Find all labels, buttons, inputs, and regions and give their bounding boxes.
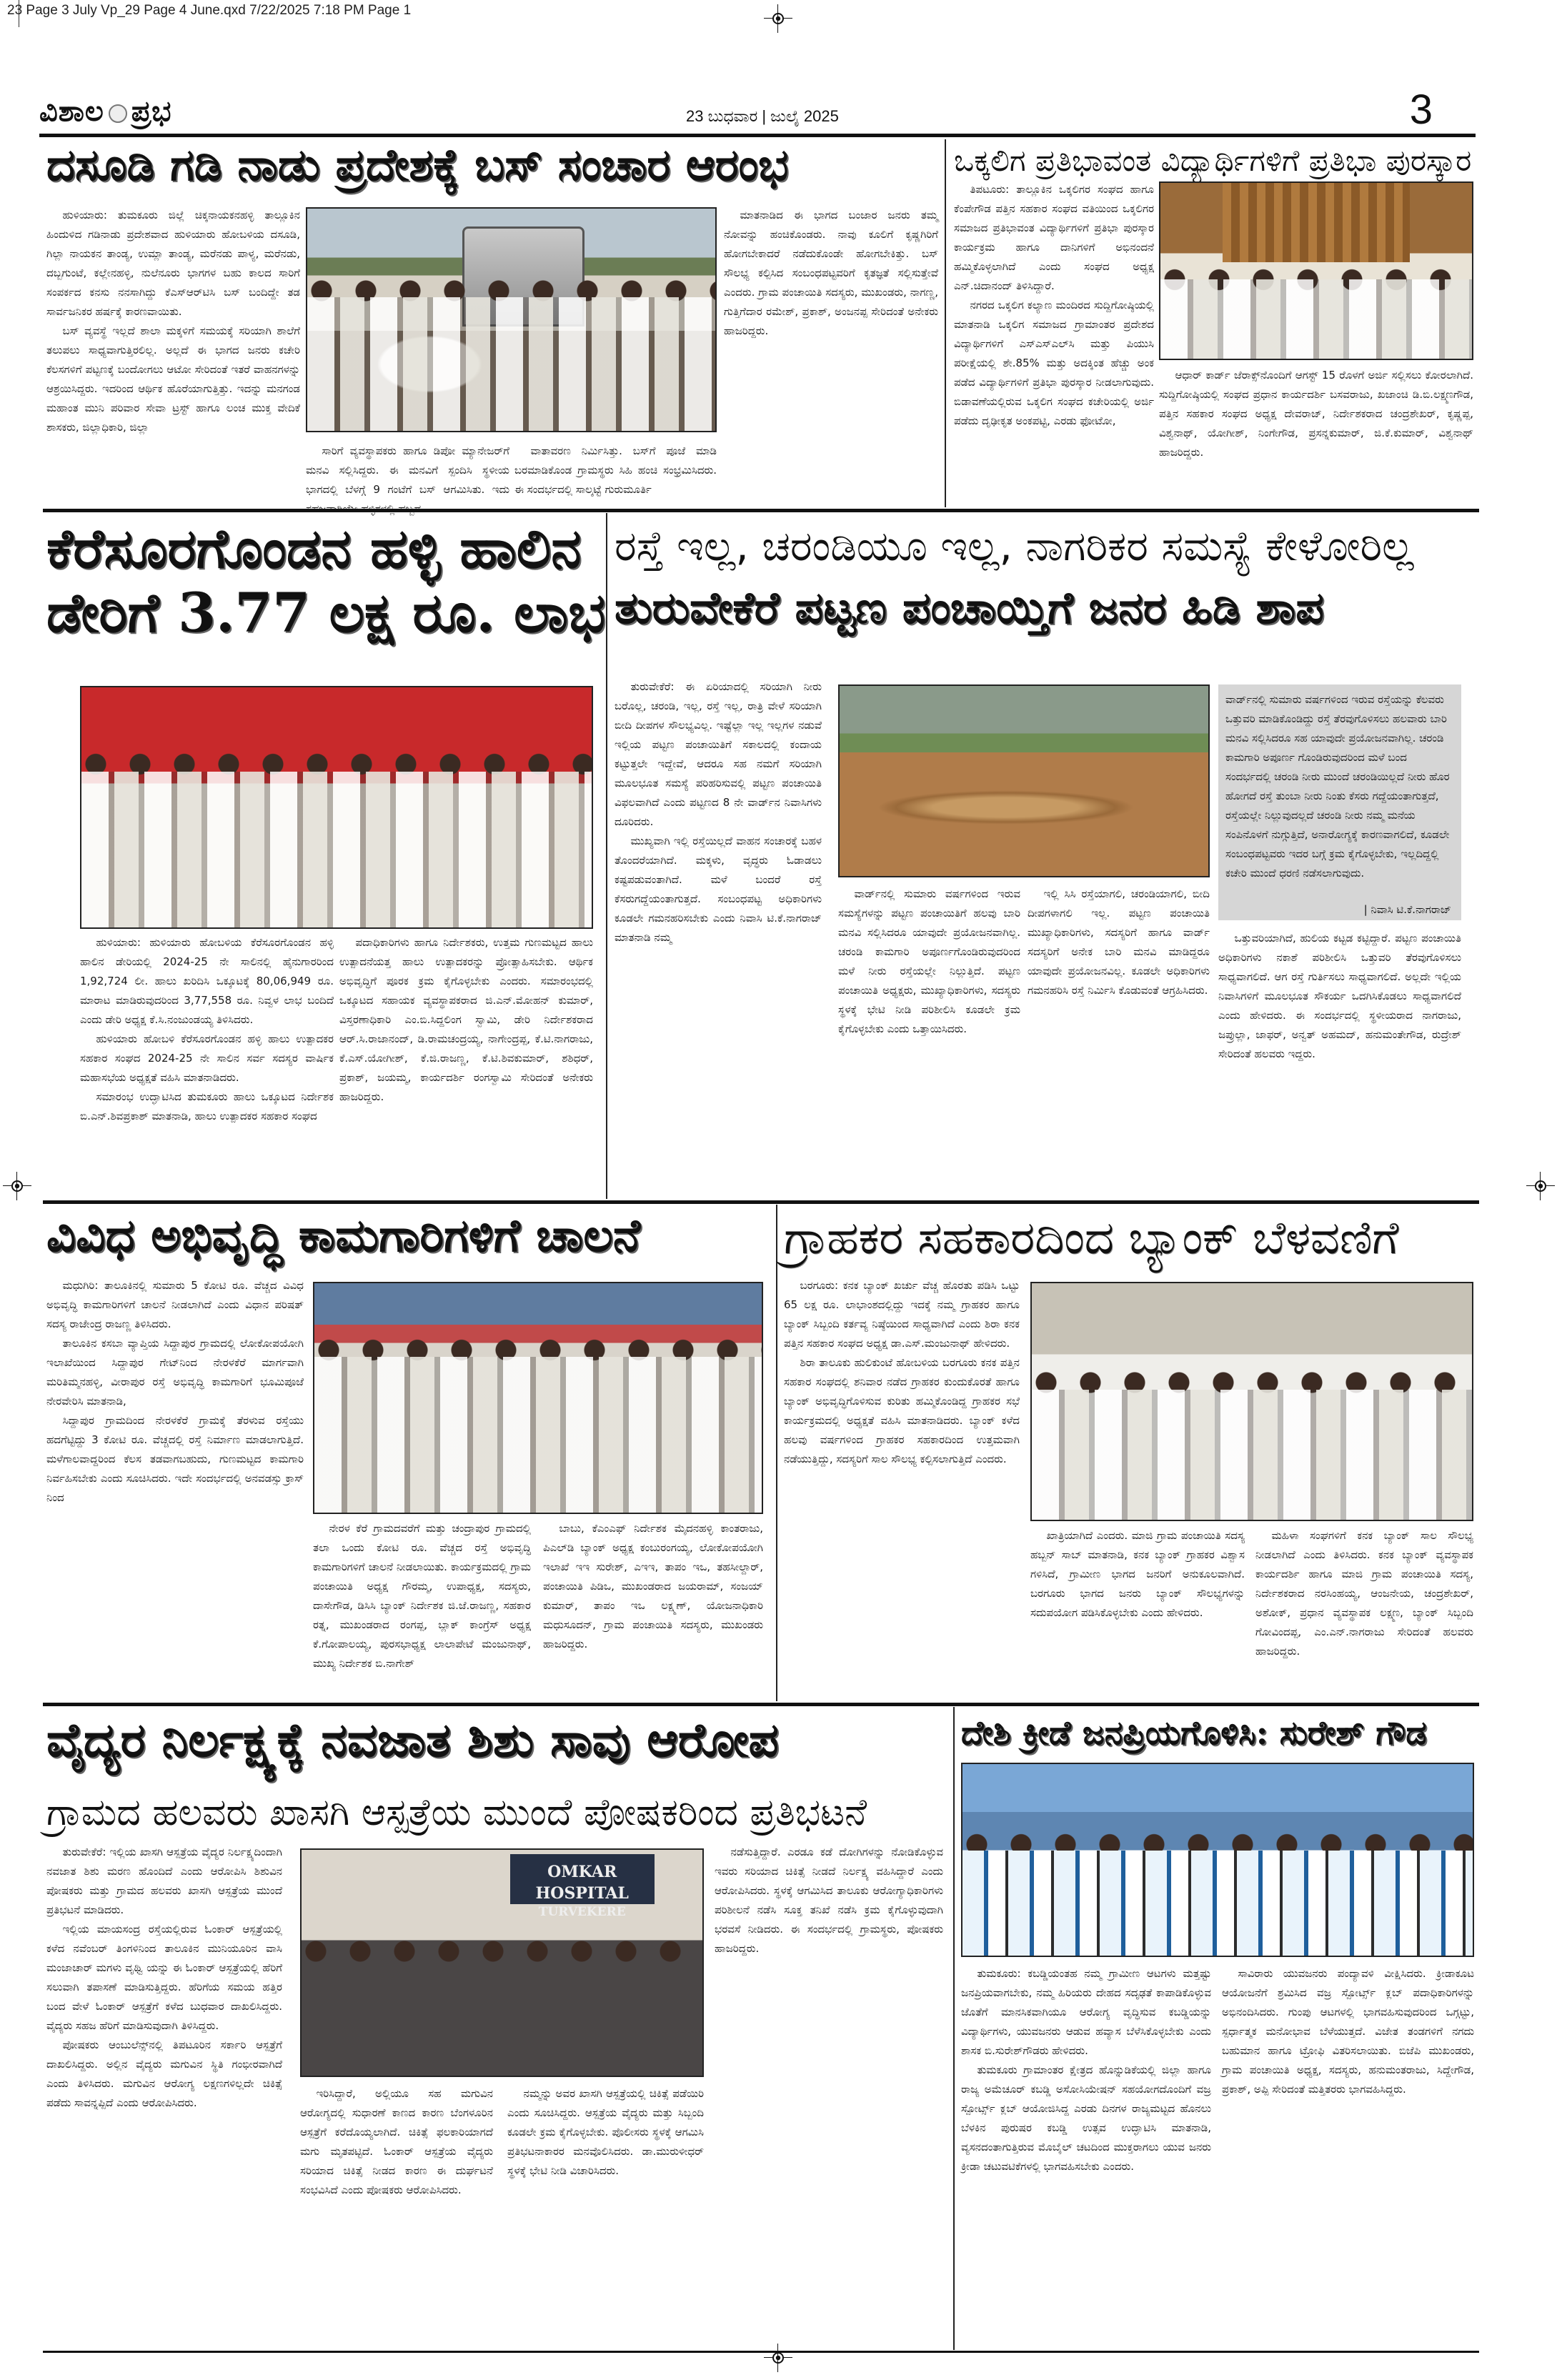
paragraph: ತುಮಕೂರು: ಕಬಡ್ಡಿಯಂತಹ ನಮ್ಮ ಗ್ರಾಮೀಣ ಆಟಗಳು ಮತ್ತಷ್ಟು ಜನಪ್ರಿಯವಾಗಬೇಕು, ನಮ್ಮ ಹಿರಿಯರು ದೇಹದ ಸದೃಢತೆ ಕಾಪಾಡಿಕೊಳ್ಳುವ ಜೊತೆಗೆ ಮಾನಸಿಕವಾಗಿಯೂ ಆರೋಗ್ಯ ವೃದ್ಧಿಸುವ ಕಬಡ್ಡಿಯನ್ನು ವಿದ್ಯಾರ್ಥಿಗಳು, ಯುವಜನರು ಆಡುವ ಹವ್ಯಾಸ ಬೆಳೆಸಿಕೊಳ್ಳಬೇಕು ಎಂದು ಶಾಸಕ ಬಿ.ಸುರೇಶ್‌ಗೌಡರು ಹೇಳಿದರು. bbox=[961, 1967, 1211, 2057]
logo-right: ಪ್ರಭ bbox=[131, 94, 172, 128]
article-column bbox=[313, 1519, 531, 1701]
paragraph: ಸಮಾರಂಭ ಉದ್ಘಾಟಿಸಿದ ತುಮಕೂರು ಹಾಲು ಒಕ್ಕೂಟದ ನಿರ್ದೇಶಕ ಬಿ.ಎನ್.ಶಿವಪ್ರಕಾಶ್ ಮಾತನಾಡಿ, ಹಾಲು ಉತ್ಪಾದಕರ ಸಹಕಾರ ಸಂಘದ bbox=[80, 1090, 334, 1122]
article-column bbox=[1028, 885, 1210, 1199]
article-column bbox=[46, 1843, 282, 2350]
lotus-emblem-icon bbox=[109, 104, 127, 123]
article-column bbox=[838, 885, 1020, 1199]
headline-line-1: ರಸ್ತೆ ಇಲ್ಲ, ಚರಂಡಿಯೂ ಇಲ್ಲ, ನಾಗರಿಕರ ಸಮಸ್ಯೆ ಕೇಳೋರಿಲ್ಲ bbox=[615, 522, 1414, 570]
paragraph: ಬಾಬು, ಕೆಎಂಎಫ್ ನಿರ್ದೇಶಕ ಮೈದನಹಳ್ಳಿ ಕಾಂತರಾಜು, ಪಿಎಲ್‌ಡಿ ಬ್ಯಾಂಕ್ ಅಧ್ಯಕ್ಷ ಕಂಬುರಂಗಯ್ಯ, ಲೋಕೋಪಯೋಗಿ ಇಲಾಖೆ ಇಇ ಸುರೇಶ್, ಎಇಇ, ತಾಪಂ ಇಒ, ತಹಸೀಲ್ದಾರ್, ಪಂಚಾಯಿತಿ ಪಿಡಿಒ, ಮುಖಂಡರಾದ ಜಯರಾಮ್, ಸಂಜಯ್ ಕುಮಾರ್, ತಾಪಂ ಇಒ ಲಕ್ಷ್ಮಣ್, ಯೋಜನಾಧಿಕಾರಿ ಮಧುಸೂದನ್, ಗ್ರಾಮ ಪಂಚಾಯಿತಿ ಸದಸ್ಯರು, ಮುಖಂಡರು ಹಾಜರಿದ್ದರು. bbox=[543, 1522, 763, 1650]
protesters-heads bbox=[302, 1936, 702, 1967]
paragraph: ಇಲ್ಲಿಯ ಮಾಯಸಂದ್ರ ರಸ್ತೆಯಲ್ಲಿರುವ ಓಂಕಾರ್ ಆಸ್ಪತ್ರೆಯಲ್ಲಿ ಕಳೆದ ನವೆಂಬರ್ ತಿಂಗಳಿನಿಂದ ತಾಲೂಕಿನ ಮುನಿಯೂರಿನ ವಾಸಿ ಮಂಜಾಚಾರ್ ಮಗಳು ವೃಥ್ವಿ ಯನ್ನು ಈ ಓಂಕಾರ್ ಆಸ್ಪತ್ರೆಯಲ್ಲಿ ಹೆರಿಗೆ ಸಲುವಾಗಿ ತಪಾಸಣೆ ಮಾಡಿಸುತ್ತಿದ್ದರು. ಹೆರಿಗೆಯ ಸಮಯ ಹತ್ತಿರ ಬಂದ ವೇಳೆ ಓಂಕಾರ್ ಆಸ್ಪತ್ರೆಗೆ ಕಳೆದ ಬುಧವಾರ ದಾಖಲಿಸಿದ್ದರು. ವೈದ್ಯರು ಸಹಜ ಹೆರಿಗೆ ಮಾಡಿಸುವುದಾಗಿ ತಿಳಿಸಿದ್ದರು. bbox=[46, 1923, 282, 2032]
article-column bbox=[507, 2084, 704, 2350]
article-development-works bbox=[43, 1205, 772, 1701]
article-newborn-death bbox=[43, 1707, 950, 2350]
subheadline: ಗ್ರಾಮದ ಹಲವರು ಖಾಸಗಿ ಆಸ್ಪತ್ರೆಯ ಮುಂದೆ ಪೋಷಕರಿಂದ ಪ್ರತಿಭಟನೆ bbox=[46, 1791, 867, 1834]
paragraph: ವಾತಾವರಣ ನಿರ್ಮಿಸಿತ್ತು. ಬಸ್‌ಗೆ ಪೂಜೆ ಮಾಡಿ ಬರಮಾಡಿಕೊಂಡ ಗ್ರಾಮಸ್ಥರು ಸಿಹಿ ಹಂಚಿ ಸಂಭ್ರಮಿಸಿದರು. ಈ ಸಂದರ್ಭದಲ್ಲಿ ಸಾಲ್ಕಟ್ಟೆ ಗುರುಮೂರ್ತಿ bbox=[514, 444, 717, 496]
newspaper-logo bbox=[39, 94, 172, 128]
logo-left: ವಿಶಾಲ bbox=[39, 94, 104, 128]
crowd bbox=[307, 297, 715, 431]
paragraph: ಬರಗೂರು: ಕನಕ ಬ್ಯಾಂಕ್ ಖರ್ಚು ವೆಚ್ಚ ಹೊರತು ಪಡಿಸಿ ಒಟ್ಟು 65 ಲಕ್ಷ ರೂ. ಲಾಭಾಂಶದಲ್ಲಿದ್ದು ಇದಕ್ಕೆ ನಮ್ಮ ಗ್ರಾಹಕರ ಹಾಗೂ ಬ್ಯಾಂಕ್ ಸಿಬ್ಬಂದಿ ಕರ್ತವ್ಯ ನಿಷ್ಠೆಯಿಂದ ಸಾಧ್ಯವಾಗಿದೆ ಎಂದು ಶಿರಾ ಕನಕ ಪತ್ತಿನ ಸಹಕಾರ ಸಂಘದ ಅಧ್ಯಕ್ಷ ಡಾ.ಎಸ್.ಮಂಜುನಾಥ್ ಹೇಳಿದರು. bbox=[784, 1279, 1020, 1350]
article-column bbox=[715, 1843, 943, 2350]
hospital-protest-photo bbox=[300, 1848, 704, 2077]
section-rule bbox=[43, 1703, 1479, 1706]
quote-text: ವಾರ್ಡ್‌ನಲ್ಲಿ ಸುಮಾರು ವರ್ಷಗಳಿಂದ ಇರುವ ರಸ್ತೆಯನ್ನು ಕೆಲವರು ಒತ್ತುವರಿ ಮಾಡಿಕೊಂಡಿದ್ದು ರಸ್ತೆ ತೆರವುಗೊಳಿಸಲು ಹಲವಾರು ಬಾರಿ ಮನವಿ ಸಲ್ಲಿಸಿದರೂ ಸಹ ಯಾವುದೇ ಪ್ರಯೋಜನವಾಗಿಲ್ಲ. ಚರಂಡಿ ಕಾಮಗಾರಿ ಅಪೂರ್ಣ ಗೊಂಡಿರುವುದರಿಂದ ಮಳೆ ಬಂದ ಸಂದರ್ಭದಲ್ಲಿ ಚರಂಡಿ ನೀರು ಮುಂದೆ ಚರಂಡಿಯಿಲ್ಲದೆ ನೀರು ಹೊರ ಹೋಗದೆ ರಸ್ತೆ ತುಂಬಾ ನೀರು ನಿಂತು ಕೆಸರು ಗದ್ದೆಯಂತಾಗುತ್ತದೆ, ರಸ್ತೆಯಲ್ಲೇ ನಿಲ್ಲುವುದಲ್ಲದೆ ಚರಂಡಿ ನೀರು ನಮ್ಮ ಮನೆಯ ಸಂಪಿನೊಳಗೆ ನುಗ್ಗುತ್ತಿದೆ, ಅನಾರೋಗ್ಯಕ್ಕೆ ಕಾರಣವಾಗಲಿದೆ, ಕೂಡಲೇ ಸಂಬಂಧಪಟ್ಟವರು ಇದರ ಬಗ್ಗೆ ಕ್ರಮ ಕೈಗೊಳ್ಳಬೇಕು, ಇಲ್ಲದಿದ್ದಲ್ಲಿ ಕಚೇರಿ ಮುಂದೆ ಧರಣಿ ನಡೆಸಲಾಗುವುದು. bbox=[1225, 693, 1450, 880]
attendees bbox=[1160, 279, 1472, 359]
article-column bbox=[954, 180, 1154, 507]
stage-backdrop bbox=[1223, 183, 1410, 262]
hospital-sign-name: OMKAR HOSPITAL bbox=[535, 1863, 629, 1903]
column-divider bbox=[953, 1707, 955, 2350]
headline-line-2: ತುರುವೇಕೆರೆ ಪಟ್ಟಣ ಪಂಚಾಯ್ತಿಗೆ ಜನರ ಹಿಡಿ ಶಾಪ bbox=[615, 582, 1324, 634]
headline-line-1: ಕೆರೆಸೂರಗೊಂಡನ ಹಳ್ಳಿ ಹಾಲಿನ bbox=[46, 517, 582, 580]
people bbox=[314, 1357, 762, 1513]
paragraph: ನಗರದ ಒಕ್ಕಲಿಗ ಕಲ್ಯಾಣ ಮಂದಿರದ ಸುದ್ದಿಗೋಷ್ಠಿಯಲ್ಲಿ ಮಾತನಾಡಿ ಒಕ್ಕಲಿಗ ಸಮಾಜದ ಗ್ರಾಮಾಂತರ ಪ್ರದೇಶದ ವಿದ್ಯಾರ್ಥಿಗಳಿಗೆ ಎಸ್ಎಸ್ಎಲ್‌ಸಿ ಮತ್ತು ಪಿಯುಸಿ ಪರೀಕ್ಷೆಯಲ್ಲಿ ಶೇ.85% ಮತ್ತು ಅದಕ್ಕಿಂತ ಹೆಚ್ಚು ಅಂಕ ಪಡೆದ ವಿದ್ಯಾರ್ಥಿಗಳಿಗೆ ಪ್ರತಿಭಾ ಪುರಸ್ಕಾರ ನೀಡಲಾಗುವುದು. ಬಿಡಾವಣೆಯಲ್ಲಿರುವ ಒಕ್ಕಲಿಗ ಸಂಘದ ಕಚೇರಿಯಲ್ಲಿ ಅರ್ಜಿ ಪಡೆದು ದೃಢೀಕೃತ ಅಂಕಪಟ್ಟಿ, ಎರಡು ಫೋಟೋ, bbox=[954, 299, 1154, 427]
headline-line-2: ಡೇರಿಗೆ 3.77 ಲಕ್ಷ ರೂ. ಲಾಭ bbox=[46, 581, 606, 644]
hospital-sign-town: TURVEKERE bbox=[538, 1905, 626, 1920]
masthead bbox=[39, 86, 1476, 136]
article-column bbox=[300, 2084, 493, 2350]
article-column bbox=[80, 933, 334, 1199]
article-column bbox=[1255, 1526, 1473, 1701]
paragraph: ನಡೆಸುತ್ತಿದ್ದಾರೆ. ಎರಡೂ ಕಡೆ ದೋಗಿಗಳನ್ನು ನೋಡಿಕೊಳ್ಳುವ ಇವರು ಸರಿಯಾದ ಚಿಕಿತ್ಸೆ ನೀಡದೆ ನಿರ್ಲಕ್ಷ್ಯ ವಹಿಸಿದ್ದಾರೆ ಎಂದು ಆರೋಪಿಸಿದರು. ಸ್ಥಳಕ್ಕೆ ಆಗಮಿಸಿದ ತಾಲೂಕು ಆರೋಗ್ಯಾಧಿಕಾರಿಗಳು ಪರಿಶೀಲನೆ ನಡೆಸಿ ಸೂಕ್ತ ತನಿಖೆ ನಡೆಸಿ ಕ್ರಮ ಕೈಗೊಳ್ಳುವುದಾಗಿ ಭರವಸೆ ನೀಡಿದರು. ಈ ಸಂದರ್ಭದಲ್ಲಿ ಗ್ರಾಮಸ್ಥರು, ಪೋಷಕರು ಹಾಜರಿದ್ದರು. bbox=[715, 1846, 943, 1955]
award-meeting-photo bbox=[1159, 181, 1473, 360]
paragraph: ತುರುವೇಕೆರೆ: ಇಲ್ಲಿಯ ಖಾಸಗಿ ಆಸ್ಪತ್ರೆಯ ವೈದ್ಯರ ನಿರ್ಲಕ್ಷ್ಯದಿಂದಾಗಿ ನವಜಾತ ಶಿಶು ಮರಣ ಹೊಂದಿದೆ ಎಂದು ಆರೋಪಿಸಿ ಶಿಶುವಿನ ಪೋಷಕರು ಮತ್ತು ಗ್ರಾಮದ ಹಲವರು ಖಾಸಗಿ ಆಸ್ಪತ್ರೆಯ ಮುಂದೆ ಪ್ರತಿಭಟನೆ ಮಾಡಿದರು. bbox=[46, 1846, 282, 1916]
article-column bbox=[46, 206, 300, 507]
paragraph: ತುಮಕೂರು ಗ್ರಾಮಾಂತರ ಕ್ಷೇತ್ರದ ಹೊನ್ನುಡಿಕೆಯಲ್ಲಿ ಜಿಲ್ಲಾ ಹಾಗೂ ರಾಜ್ಯ ಅಮೆಚೂರ್ ಕಬಡ್ಡಿ ಅಸೋಸಿಯೇಷನ್ ಸಹಯೋಗದೊಂದಿಗೆ ವಜ್ರ ಸ್ಪೋರ್ಟ್ಸ್ ಕ್ಲಬ್ ಆಯೋಜಿಸಿದ್ದ ಎರಡು ದಿನಗಳ ರಾಜ್ಯಮಟ್ಟದ ಹೊನಲು ಬೆಳಕಿನ ಪುರುಷರ ಕಬಡ್ಡಿ ಉತ್ಸವ ಉದ್ಘಾಟಿಸಿ ಮಾತನಾಡಿ, ವ್ಯಸನದಂತಾಗುತ್ತಿರುವ ಮೊಬೈಲ್ ಚಟದಿಂದ ಮುಕ್ತರಾಗಲು ಯುವ ಜನರು ಕ್ರೀಡಾ ಚಟುವಟಿಕೆಗಳಲ್ಲಿ ಭಾಗವಹಿಸಬೇಕು ಎಂದರು. bbox=[961, 2063, 1211, 2173]
page-bottom-rule bbox=[43, 2351, 1479, 2353]
paragraph: ಒತ್ತುವರಿಯಾಗಿದೆ, ಹುಲಿಯ ಕಟ್ಟಡ ಕಟ್ಟಿದ್ದಾರೆ. ಪಟ್ಟಣ ಪಂಚಾಯಿತಿ ಅಧಿಕಾರಿಗಳು ನಕಾಶೆ ಪರಿಶೀಲಿಸಿ ಒತ್ತುವರಿ ತೆರವುಗೊಳಿಸಲು ಸಾಧ್ಯವಾಗಲಿದೆ. ಆಗ ರಸ್ತೆ ಗುರ್ತಿಸಲು ಸಾಧ್ಯವಾಗಲಿದೆ. ಅಲ್ಲದೇ ಇಲ್ಲಿಯ ನಿವಾಸಿಗಳಿಗೆ ಮೂಲಭೂತ ಸೌಕರ್ಯ ಒದಗಿಸಿಕೊಡಲು ಸಾಧ್ಯವಾಗಲಿದೆ ಎಂದು ಹೇಳಿದರು. ಈ ಸಂದರ್ಭದಲ್ಲಿ ಸ್ಥಳೀಯರಾದ ನಾಗರಾಜು, ಜಪ್ರುಲ್ಲಾ, ಜಾಫರ್, ಅನ್ವತ್ ಅಹಮದ್, ಹನುಮಂತೇಗೌಡ, ರುದ್ರೇಶ್ ಸೇರಿದಂತೆ ಹಲವರು ಇದ್ದರು. bbox=[1218, 932, 1461, 1060]
paragraph: ಮಧುಗಿರಿ: ತಾಲೂಕಿನಲ್ಲಿ ಸುಮಾರು 5 ಕೋಟಿ ರೂ. ವೆಚ್ಚದ ವಿವಿಧ ಅಭಿವೃದ್ಧಿ ಕಾಮಗಾರಿಗಳಿಗೆ ಚಾಲನೆ ನೀಡಲಾಗಿದೆ ಎಂದು ವಿಧಾನ ಪರಿಷತ್ ಸದಸ್ಯ ರಾಜೇಂದ್ರ ರಾಜಣ್ಣ ತಿಳಿಸಿದರು. bbox=[46, 1279, 304, 1330]
article-column bbox=[1030, 1526, 1245, 1701]
article-road-problems bbox=[611, 513, 1479, 1199]
paragraph: ಖಾತ್ರಿಯಾಗಿದೆ ಎಂದರು. ಮಾಜಿ ಗ್ರಾಮ ಪಂಚಾಯಿತಿ ಸದಸ್ಯ ಹಬ್ಬನ್ ಸಾಬ್ ಮಾತನಾಡಿ, ಕನಕ ಬ್ಯಾಂಕ್ ಗ್ರಾಹಕರ ವಿಶ್ವಾಸ ಗಳಿಸಿದೆ, ಗ್ರಾಮೀಣ ಭಾಗದ ಜನರಿಗೆ ಅನುಕೂಲವಾಗಿದೆ. ಬರಗೂರು ಭಾಗದ ಜನರು ಬ್ಯಾಂಕ್ ಸೌಲಭ್ಯಗಳನ್ನು ಸದುಪಯೋಗ ಪಡಿಸಿಕೊಳ್ಳಬೇಕು ಎಂದು ಹೇಳಿದರು. bbox=[1030, 1529, 1245, 1619]
page-number: 3 bbox=[1409, 86, 1433, 133]
article-dairy-profit bbox=[43, 513, 606, 1199]
headline: ವಿವಿಧ ಅಭಿವೃದ್ಧಿ ಕಾಮಗಾರಿಗಳಿಗೆ ಚಾಲನೆ bbox=[46, 1209, 641, 1263]
paragraph: ನಮ್ಮನ್ನು ಅವರ ಖಾಸಗಿ ಆಸ್ಪತ್ರೆಯಲ್ಲಿ ಚಿಕಿತ್ಸೆ ಪಡೆಯಿರಿ ಎಂದು ಸೂಚಿಸಿದ್ದರು. ಆಸ್ಪತ್ರೆಯ ವೈದ್ಯರು ಮತ್ತು ಸಿಬ್ಬಂದಿ ಕೂಡಲೇ ಕ್ರಮ ಕೈಗೊಳ್ಳಬೇಕು. ಪೊಲೀಸರು ಸ್ಥಳಕ್ಕೆ ಆಗಮಿಸಿ ಪ್ರತಿಭಟನಾಕಾರರ ಮನವೊಲಿಸಿದರು. ಡಾ.ಮುರುಳೀಧರ್ ಸ್ಥಳಕ್ಕೆ ಭೇಟಿ ನೀಡಿ ವಿಚಾರಿಸಿದರು. bbox=[507, 2087, 704, 2177]
people bbox=[81, 772, 592, 927]
paragraph: ತಾಲೂಕಿನ ಕಸಬಾ ವ್ಯಾಪ್ತಿಯ ಸಿದ್ದಾಪುರ ಗ್ರಾಮದಲ್ಲಿ ಲೋಕೋಪಯೋಗಿ ಇಲಾಖೆಯಿಂದ ಸಿದ್ದಾಪುರ ಗೇಟ್‌ನಿಂದ ನೇರಳಕೆರೆ ಮಾರ್ಗವಾಗಿ ಮರಿತಿಮ್ಮನಹಳ್ಳಿ, ವೀರಾಪುರ ರಸ್ತೆ ಅಭಿವೃದ್ಧಿ ಕಾಮಗಾರಿಗೆ ಭೂಮಿಪೂಜೆ ನೇರವೇರಿಸಿ ಮಾತನಾಡಿ, bbox=[46, 1337, 304, 1408]
slug-line: 23 Page 3 July Vp_29 Page 4 June.qxd 7/22/2025 7:18 PM Page 1 bbox=[7, 3, 412, 18]
quote-byline: | ನಿವಾಸಿ ಟಿ.ಕೆ.ನಾಗರಾಜ್ bbox=[1363, 903, 1451, 916]
people bbox=[1032, 1390, 1472, 1520]
column-divider bbox=[945, 139, 946, 507]
section-rule bbox=[43, 1200, 1479, 1204]
paragraph: ತಿಪಟೂರು: ತಾಲ್ಲೂಕಿನ ಒಕ್ಕಲಿಗರ ಸಂಘದ ಹಾಗೂ ಕೆಂಪೇಗೌಡ ಪತ್ತಿನ ಸಹಕಾರ ಸಂಘದ ವತಿಯಿಂದ ಒಕ್ಕಲಿಗರ ಸಮಾಜದ ಪ್ರತಿಭಾವಂತ ವಿದ್ಯಾರ್ಥಿಗಳಿಗೆ ಪ್ರತಿಭಾ ಪುರಸ್ಕಾರ ಕಾರ್ಯಕ್ರಮ ಹಾಗೂ ದಾನಿಗಳಿಗೆ ಅಭಿನಂದನೆ ಹಮ್ಮಿಕೊಳ್ಳಲಾಗಿದೆ ಎಂದು ಸಂಘದ ಅಧ್ಯಕ್ಷ ಎನ್.ಚಿದಾನಂದ್ ತಿಳಿಸಿದ್ದಾರೆ. bbox=[954, 183, 1154, 292]
hospital-sign bbox=[510, 1854, 655, 1920]
registration-mark-icon bbox=[3, 1172, 31, 1200]
article-kabaddi bbox=[957, 1707, 1479, 2350]
article-column bbox=[543, 1519, 763, 1701]
kabaddi-team-photo bbox=[961, 1763, 1474, 1957]
paragraph: ಮುಖ್ಯವಾಗಿ ಇಲ್ಲಿ ರಸ್ತೆಯಿಲ್ಲದೆ ವಾಹನ ಸಂಚಾರಕ್ಕೆ ಬಹಳ ತೊಂದರೆಯಾಗಿದೆ. ಮಕ್ಕಳು, ವೃದ್ಧರು ಓಡಾಡಲು ಕಷ್ಟಪಡುವಂತಾಗಿದೆ. ಮಳೆ ಬಂದರೆ ರಸ್ತೆ ಕೆಸರುಗದ್ದೆಯಂತಾಗುತ್ತದೆ. ಸಂಬಂಧಪಟ್ಟ ಅಧಿಕಾರಿಗಳು ಕೂಡಲೇ ಗಮನಹರಿಸಬೇಕು ಎಂದು ನಿವಾಸಿ ಟಿ.ಕೆ.ನಾಗರಾಜ್ ಮಾತನಾಡಿ ನಮ್ಮ bbox=[615, 835, 822, 944]
players bbox=[962, 1851, 1473, 1956]
resident-quote-box bbox=[1218, 684, 1461, 920]
registration-mark-icon bbox=[1526, 1172, 1555, 1200]
column-divider bbox=[606, 513, 607, 1199]
dairy-meeting-photo bbox=[80, 686, 593, 929]
article-column bbox=[724, 206, 938, 507]
bus-inauguration-photo bbox=[306, 207, 717, 432]
article-column bbox=[1159, 366, 1473, 507]
article-column bbox=[46, 1276, 304, 1701]
paragraph: ನೇರಳ ಕೆರೆ ಗ್ರಾಮದವರೆಗೆ ಮತ್ತು ಚಂದ್ರಾಪುರ ಗ್ರಾಮದಲ್ಲಿ ತಲಾ ಒಂದು ಕೋಟಿ ರೂ. ವೆಚ್ಚದ ರಸ್ತೆ ಅಭಿವೃದ್ಧಿ ಕಾಮಗಾರಿಗಳಿಗೆ ಚಾಲನೆ ನೀಡಲಾಯಿತು. ಕಾರ್ಯಕ್ರಮದಲ್ಲಿ ಗ್ರಾಮ ಪಂಚಾಯಿತಿ ಅಧ್ಯಕ್ಷ ಗೌರಮ್ಮ, ಉಪಾಧ್ಯಕ್ಷ, ಸದಸ್ಯರು, ದಾಸೇಗೌಡ, ಡಿಸಿಸಿ ಬ್ಯಾಂಕ್ ನಿರ್ದೇಶಕ ಜಿ.ಜೆ.ರಾಜಣ್ಣ, ಸಹಕಾರ ರತ್ನ, ಮುಖಂಡರಾದ ರಂಗಪ್ಪ, ಬ್ಲಾಕ್ ಕಾಂಗ್ರೆಸ್ ಅಧ್ಯಕ್ಷ ಕೆ.ಗೋಪಾಲಯ್ಯ, ಪುರಸಭಾಧ್ಯಕ್ಷ ಲಾಲಾಪೇಟೆ ಮಂಜುನಾಥ್, ಮುಖ್ಯ ನಿರ್ದೇಶಕ ಬಿ.ನಾಗೇಶ್ bbox=[313, 1522, 531, 1670]
article-bank-growth bbox=[780, 1205, 1479, 1701]
article-column bbox=[339, 933, 593, 1199]
column-divider bbox=[776, 1205, 777, 1701]
article-column bbox=[1218, 929, 1461, 1199]
article-okkaliga-award bbox=[950, 136, 1479, 507]
headline: ಒಕ್ಕಲಿಗ ಪ್ರತಿಭಾವಂತ ವಿದ್ಯಾರ್ಥಿಗಳಿಗೆ ಪ್ರತಿಭಾ ಪುರಸ್ಕಾರ bbox=[954, 143, 1472, 178]
paragraph: ಹುಳಿಯಾರು: ತುಮಕೂರು ಜಿಲ್ಲೆ ಚಿಕ್ಕನಾಯಕನಹಳ್ಳಿ ತಾಲ್ಲೂಕಿನ ಹಿಂದುಳಿದ ಗಡಿನಾಡು ಪ್ರದೇಶವಾದ ಹುಳಿಯಾರು ಹೋಬಳಿಯ ದಸೂಡಿ, ಗಿಲ್ಲಾ ನಾಯಕನ ತಾಂಡ್ಯ, ಉಮ್ಲಾ ತಾಂಡ್ಯ, ಮರೆನಡು ಪಾಳ್ಯ, ಮರೆನಡು, ದಬ್ಬಗುಂಟೆ, ಕಲ್ಲೇನಹಳ್ಳಿ, ನುಲೆನೂರು ಭಾಗಗಳ ಬಹು ಕಾಲದ ಸಾರಿಗೆ ಸಂಪರ್ಕದ ಕನಸು ನನಸಾಗಿದ್ದು ಕೆಎಸ್ಆರ್‌ಟಿಸಿ ಬಸ್ ಬಂದಿದ್ದೇ ತಡ ಸಾರ್ವಜನಿಕರ ಹರ್ಷಕ್ಕೆ ಕಾರಣವಾಯಿತು. bbox=[46, 209, 300, 318]
paragraph: ಪೋಷಕರು ಆಂಬುಲೆನ್ಸ್‌ನಲ್ಲಿ ತಿಪಟೂರಿನ ಸರ್ಕಾರಿ ಆಸ್ಪತ್ರೆಗೆ ದಾಖಲಿಸಿದ್ದರು. ಅಲ್ಲಿನ ವೈದ್ಯರು ಮಗುವಿನ ಸ್ಥಿತಿ ಗಂಭೀರವಾಗಿದೆ ಎಂದು ತಿಳಿಸಿದರು. ಮಗುವಿನ ಆರೋಗ್ಯ ಲಕ್ಷಣಗಳಿಲ್ಲದೇ ಚಿಕಿತ್ಸೆ ಪಡೆದು ಸಾವನ್ನಪ್ಪಿದೆ ಎಂದು ಆರೋಪಿಸಿದರು. bbox=[46, 2038, 282, 2109]
article-bus-service bbox=[43, 136, 943, 507]
headline: ದಸೂಡಿ ಗಡಿ ನಾಡು ಪ್ರದೇಶಕ್ಕೆ ಬಸ್ ಸಂಚಾರ ಆರಂಭ bbox=[46, 139, 789, 191]
headline: ಗ್ರಾಹಕರ ಸಹಕಾರದಿಂದ ಬ್ಯಾಂಕ್ ಬೆಳವಣಿಗೆ bbox=[784, 1212, 1399, 1265]
headline: ದೇಶಿ ಕ್ರೀಡೆ ಜನಪ್ರಿಯಗೊಳಿಸಿ: ಸುರೇಶ್ ಗೌಡ bbox=[961, 1713, 1427, 1752]
paragraph: ಬಸ್ ವ್ಯವಸ್ಥೆ ಇಲ್ಲದೆ ಶಾಲಾ ಮಕ್ಕಳಿಗೆ ಸಮಯಕ್ಕೆ ಸರಿಯಾಗಿ ಶಾಲೆಗೆ ತಲುಪಲು ಸಾಧ್ಯವಾಗುತ್ತಿರಲಿಲ್ಲ. ಅಲ್ಲದೆ ಈ ಭಾಗದ ಜನರು ಕಚೇರಿ ಕೆಲಸಗಳಿಗೆ ಪಟ್ಟಣಕ್ಕೆ ಬಂದೋಗಲು ಆಟೋ ಸೇರಿದಂತೆ ಇತರೆ ವಾಹನಗಳನ್ನು ಆಶ್ರಯಿಸಿದ್ದರು. ಇದರಿಂದ ಆರ್ಥಿಕ ಹೊರೆಯಾಗುತ್ತಿತ್ತು. ಇದನ್ನು ಮನಗಂಡ ಮಹಾಂತ ಮುನಿ ಪರಿವಾರ ಸೇವಾ ಟ್ರಸ್ಟ್ ಹಾಗೂ ಲಂಚ ಮುಕ್ತ ವೇದಿಕೆ ಶಾಸಕರು, ಜಿಲ್ಲಾಧಿಕಾರಿ, ಜಿಲ್ಲಾ bbox=[46, 324, 300, 434]
paragraph: ಶಿರಾ ತಾಲೂಕು ಹುಲಿಕುಂಟೆ ಹೋಬಳಿಯ ಬರಗೂರು ಕನಕ ಪತ್ತಿನ ಸಹಕಾರ ಸಂಘದಲ್ಲಿ ಶನಿವಾರ ನಡೆದ ಗ್ರಾಹಕರ ಕುಂದುಕೊರತೆ ಹಾಗೂ ಬ್ಯಾಂಕ್ ಅಭಿವೃದ್ಧಿಗೊಳಿಸುವ ಕುರಿತು ಹಮ್ಮಿಕೊಂಡಿದ್ದ ಗ್ರಾಹಕರ ಸಭೆ ಕಾರ್ಯಕ್ರಮದಲ್ಲಿ ಅಧ್ಯಕ್ಷತೆ ವಹಿಸಿ ಮಾತನಾಡಿದರು. ಬ್ಯಾಂಕ್ ಕಳೆದ ಹಲವು ವರ್ಷಗಳಿಂದ ಗ್ರಾಹಕರ ಸಹಕಾರದಿಂದ ಉತ್ತಮವಾಗಿ ನಡೆಯುತ್ತಿದ್ದು, ಸದಸ್ಯರಿಗೆ ಸಾಲ ಸೌಲಭ್ಯ ಕಲ್ಪಿಸಲಾಗುತ್ತಿದೆ ಎಂದರು. bbox=[784, 1356, 1020, 1465]
paragraph: ಸಾರಿಗೆ ವ್ಯವಸ್ಥಾಪಕರು ಹಾಗೂ ಡಿಪೋ ಮ್ಯಾನೇಜರ್‌ಗೆ ಮನವಿ ಸಲ್ಲಿಸಿದ್ದರು. ಈ ಮನವಿಗೆ ಸ್ಪಂದಿಸಿ ಸ್ಥಳೀಯ ಭಾಗದಲ್ಲಿ ಬೆಳಗ್ಗೆ 9 ಗಂಟೆಗೆ ಬಸ್ ಆಗಮಿಸಿತು. ಇದು bbox=[306, 444, 509, 496]
section-rule bbox=[43, 509, 1479, 512]
paragraph: ಸಿದ್ದಾಪುರ ಗ್ರಾಮದಿಂದ ನೇರಳಕೆರೆ ಗ್ರಾಮಕ್ಕೆ ತೆರಳುವ ರಸ್ತೆಯು ಹದಗೆಟ್ಟಿದ್ದು 3 ಕೋಟಿ ರೂ. ವೆಚ್ಚದಲ್ಲಿ ರಸ್ತೆ ನಿರ್ಮಾಣ ಮಾಡಲಾಗುತ್ತಿದೆ. ಮಳೆಗಾಲವಾದ್ದರಿಂದ ಕೆಲಸ ತಡವಾಗಬಹುದು, ಗುಣಮಟ್ಟದ ಕಾಮಗಾರಿ ನಿರ್ವಹಿಸಬೇಕು ಎಂದು ಸೂಚಿಸಿದರು. ಇದೇ ಸಂದರ್ಭದಲ್ಲಿ ಅನವಡಸ್ಸು ಕ್ರಾಸ್ ನಿಂದ bbox=[46, 1414, 304, 1504]
paragraph: ಹುಳಿಯಾರು: ಹುಳಿಯಾರು ಹೋಬಳಿಯ ಕೆರೆಸೂರಗೊಂಡನ ಹಳ್ಳಿ ಹಾಲಿನ ಡೇರಿಯಲ್ಲಿ 2024-25 ನೇ ಸಾಲಿನಲ್ಲಿ ಹೈನುಗಾರರಿಂದ 1,92,724 ಲೀ. ಹಾಲು ಖರಿದಿಸಿ ಒಕ್ಕೂಟಕ್ಕೆ 80,06,949 ರೂ. ಮಾರಾಟ ಮಾಡಿರುವುದರಿಂದ 3,77,558 ರೂ. ನಿವ್ವಳ ಲಾಭ ಬಂದಿದೆ ಎಂದು ಡೇರಿ ಅಧ್ಯಕ್ಷ ಕೆ.ಸಿ.ನಂಜುಂಡಯ್ಯ ತಿಳಿಸಿದರು. bbox=[80, 936, 334, 1026]
paragraph: ಇಲ್ಲಿ ಸಿಸಿ ರಸ್ತೆಯಾಗಲಿ, ಚರಂಡಿಯಾಗಲಿ, ಬೀದಿ ದೀಪಗಳಾಗಲಿ ಇಲ್ಲ. ಪಟ್ಟಣ ಪಂಚಾಯಿತಿ ಮುಖ್ಯಾಧಿಕಾರಿಗಳು, ಸದಸ್ಯರಿಗೆ ಹಾಗೂ ವಾರ್ಡ್ ಸದಸ್ಯರಿಗೆ ಅನೇಕ ಬಾರಿ ಮನವಿ ಮಾಡಿದ್ದರೂ ಯಾವುದೇ ಪ್ರಯೋಜನವಿಲ್ಲ. ಕೂಡಲೇ ಅಧಿಕಾರಿಗಳು ಗಮನಹರಿಸಿ ರಸ್ತೆ ನಿರ್ಮಿಸಿ ಕೊಡುವಂತೆ ಆಗ್ರಹಿಸಿದರು. bbox=[1028, 887, 1210, 997]
paragraph: ಪದಾಧಿಕಾರಿಗಳು ಹಾಗೂ ನಿರ್ದೇಶಕರು, ಉತ್ತಮ ಗುಣಮಟ್ಟದ ಹಾಲು ಉತ್ಪಾದನೆಯತ್ತ ಹಾಲು ಉತ್ಪಾದಕರನ್ನು ಪ್ರೋತ್ಸಾಹಿಸಬೇಕು. ಆರ್ಥಿಕ ಅಭಿವೃದ್ಧಿಗೆ ಪೂರಕ ಕ್ರಮ ಕೈಗೊಳ್ಳಬೇಕು ಎಂದರು. ಸಮಾರಂಭದಲ್ಲಿ ಒಕ್ಕೂಟದ ಸಹಾಯಕ ವ್ಯವಸ್ಥಾಪಕರಾದ ಜಿ.ಎನ್.ಮೋಹನ್ ಕುಮಾರ್, ವಿಸ್ತರಣಾಧಿಕಾರಿ ಎಂ.ಬಿ.ಸಿದ್ದಲಿಂಗ ಸ್ವಾಮಿ, ಡೇರಿ ನಿರ್ದೇಶಕರಾದ ಆರ್.ಸಿ.ರಾಜಾನಂದ್, ಡಿ.ರಾಮಚಂದ್ರಯ್ಯ, ನಾಗೇಂದ್ರಪ್ಪ, ಕೆ.ಟಿ.ನಾಗರಾಜು, ಕೆ.ಎಸ್.ಯೋಗೀಶ್, ಕೆ.ಜಿ.ರಾಜಣ್ಣ, ಕೆ.ಟಿ.ಶಿವಕುಮಾರ್, ಶಶಿಧರ್, ಪ್ರಕಾಶ್, ಜಯಮ್ಮ, ಕಾರ್ಯದರ್ಶಿ ರಂಗಸ್ವಾಮಿ ಸೇರಿದಂತೆ ಅನೇಕರು ಹಾಜರಿದ್ದರು. bbox=[339, 936, 593, 1103]
article-column bbox=[615, 677, 822, 1199]
paragraph: ಹುಳಿಯಾರು ಹೋಬಳಿ ಕೆರೆಸೂರಗೊಂಡನ ಹಳ್ಳಿ ಹಾಲು ಉತ್ಪಾದಕರ ಸಹಕಾರ ಸಂಘದ 2024-25 ನೇ ಸಾಲಿನ ಸರ್ವ ಸದಸ್ಯರ ವಾರ್ಷಿಕ ಮಹಾಸಭೆಯ ಅಧ್ಯಕ್ಷತೆ ವಹಿಸಿ ಮಾತನಾಡಿದರು. bbox=[80, 1032, 334, 1084]
article-column bbox=[306, 442, 509, 507]
article-column bbox=[514, 442, 717, 507]
paragraph: ಸಾವಿರಾರು ಯುವಜನರು ಪಂದ್ಯಾವಳಿ ವೀಕ್ಷಿಸಿದರು. ಕ್ರೀಡಾಕೂಟ ಆಯೋಜನೆಗೆ ಶ್ರಮಿಸಿದ ವಜ್ರ ಸ್ಪೋರ್ಟ್ಸ್ ಕ್ಲಬ್ ಪದಾಧಿಕಾರಿಗಳನ್ನು ಅಭಿನಂದಿಸಿದರು. ಗುಂಪು ಆಟಗಳಲ್ಲಿ ಭಾಗವಹಿಸುವುದರಿಂದ ಒಗ್ಗಟ್ಟು, ಸ್ಪರ್ಧಾತ್ಮಕ ಮನೋಭಾವ ಬೆಳೆಯುತ್ತದೆ. ವಿಜೇತ ತಂಡಗಳಿಗೆ ನಗದು ಬಹುಮಾನ ಹಾಗೂ ಟ್ರೋಫಿ ವಿತರಿಸಲಾಯಿತು. ಬಿಜೆಪಿ ಮುಖಂಡರು, ಗ್ರಾಮ ಪಂಚಾಯಿತಿ ಅಧ್ಯಕ್ಷ, ಸದಸ್ಯರು, ಹನುಮಂತರಾಜು, ಸಿದ್ದೇಗೌಡ, ಪ್ರಕಾಶ್, ಅಪ್ಪಿ ಸೇರಿದಂತೆ ಮತ್ತಿತರರು ಭಾಗವಹಿಸಿದ್ದರು. bbox=[1222, 1967, 1474, 2096]
headline: ವೈದ್ಯರ ನಿರ್ಲಕ್ಷ್ಯಕ್ಕೆ ನವಜಾತ ಶಿಶು ಸಾವು ಆರೋಪ bbox=[46, 1712, 779, 1768]
registration-mark-icon bbox=[764, 4, 792, 33]
paragraph: ಇರಿಸಿದ್ದಾರೆ, ಅಲ್ಲಿಯೂ ಸಹ ಮಗುವಿನ ಆರೋಗ್ಯದಲ್ಲಿ ಸುಧಾರಣೆ ಕಾಣದ ಕಾರಣ ಬೆಂಗಳೂರಿನ ಆಸ್ಪತ್ರೆಗೆ ಕರೆದೊಯ್ಯಲಾಗಿದೆ. ಚಿಕಿತ್ಸೆ ಫಲಕಾರಿಯಾಗದೆ ಮಗು ಮೃತಪಟ್ಟಿದೆ. ಓಂಕಾರ್ ಆಸ್ಪತ್ರೆಯ ವೈದ್ಯರು ಸರಿಯಾದ ಚಿಕಿತ್ಸೆ ನೀಡದ ಕಾರಣ ಈ ದುರ್ಘಟನೆ ಸಂಭವಿಸಿದೆ ಎಂದು ಪೋಷಕರು ಆರೋಪಿಸಿದರು. bbox=[300, 2087, 493, 2196]
paragraph: ಮಾತನಾಡಿದ ಈ ಭಾಗದ ಬಂಜಾರ ಜನರು ತಮ್ಮ ನೋವನ್ನು ಹಂಚಿಕೊಂಡರು. ನಾವು ಕೂಲಿಗೆ ಕೃಷ್ಣಗಿರಿಗೆ ಹೋಗಬೇಕಾದರೆ ನಡೆದುಕೊಂಡೇ ಹೋಗಬೇಕಿತ್ತು. ಬಸ್ ಸೌಲಭ್ಯ ಕಲ್ಪಿಸಿದ ಸಂಬಂಧಪಟ್ಟವರಿಗೆ ಕೃತಜ್ಞತೆ ಸಲ್ಲಿಸುತ್ತೇವೆ ಎಂದರು. ಗ್ರಾಮ ಪಂಚಾಯಿತಿ ಸದಸ್ಯರು, ಮುಖಂಡರು, ನಾಗಣ್ಣ, ಗುತ್ತಿಗೆದಾರ ರಮೇಶ್, ಪ್ರಕಾಶ್, ಅಂಜನಪ್ಪ ಸೇರಿದಂತೆ ಅನೇಕರು ಹಾಜರಿದ್ದರು. bbox=[724, 209, 938, 337]
article-column bbox=[961, 1964, 1211, 2350]
bank-meeting-photo bbox=[1030, 1282, 1473, 1521]
groundbreaking-photo bbox=[313, 1282, 763, 1514]
paragraph: ಆಧಾರ್ ಕಾರ್ಡ್ ಜೆರಾಕ್ಸ್‌ನೊಂದಿಗೆ ಆಗಸ್ಟ್ 15 ರೊಳಗೆ ಅರ್ಜಿ ಸಲ್ಲಿಸಲು ಕೋರಲಾಗಿದೆ. ಸುದ್ದಿಗೋಷ್ಠಿಯಲ್ಲಿ ಸಂಘದ ಪ್ರಧಾನ ಕಾರ್ಯದರ್ಶಿ ಬಸವರಾಜು, ಖಜಾಂಚಿ ಡಿ.ಬಿ.ಲಕ್ಷ್ಮಣಗೌಡ, ಪತ್ತಿನ ಸಹಕಾರ ಸಂಘದ ಅಧ್ಯಕ್ಷ ದೇವರಾಜ್, ನಿರ್ದೇಶಕರಾದ ಚಂದ್ರಶೇಖರ್, ಕೃಷ್ಣಪ್ಪ, ವಿಶ್ವನಾಥ್, ಯೋಗೀಶ್, ನಿಂಗೇಗೌಡ, ಪ್ರಸನ್ನಕುಮಾರ್, ಜಿ.ಕೆ.ಕುಮಾರ್, ವಿಶ್ವನಾಥ್ ಹಾಜರಿದ್ದರು. bbox=[1159, 369, 1473, 459]
paragraph: ವಾರ್ಡ್‌ನಲ್ಲಿ ಸುಮಾರು ವರ್ಷಗಳಿಂದ ಇರುವ ಸಮಸ್ಯೆಗಳನ್ನು ಪಟ್ಟಣ ಪಂಚಾಯಿತಿಗೆ ಹಲವು ಬಾರಿ ಮನವಿ ಸಲ್ಲಿಸಿದರೂ ಯಾವುದೇ ಪ್ರಯೋಜನವಾಗಿಲ್ಲ. ಚರಂಡಿ ಕಾಮಗಾರಿ ಅಪೂರ್ಣಗೊಂಡಿರುವುದರಿಂದ ಮಳೆ ನೀರು ರಸ್ತೆಯಲ್ಲೇ ನಿಲ್ಲುತ್ತಿದೆ. ಪಟ್ಟಣ ಪಂಚಾಯಿತಿ ಅಧ್ಯಕ್ಷರು, ಮುಖ್ಯಾಧಿಕಾರಿಗಳು, ಸದಸ್ಯರು ಸ್ಥಳಕ್ಕೆ ಭೇಟಿ ನೀಡಿ ಪರಿಶೀಲಿಸಿ ಕೂಡಲೇ ಕ್ರಮ ಕೈಗೊಳ್ಳಬೇಕು ಎಂದು ಒತ್ತಾಯಿಸಿದರು. bbox=[838, 887, 1020, 1035]
article-column bbox=[1222, 1964, 1474, 2350]
paragraph: ತುರುವೇಕೆರೆ: ಈ ಏರಿಯಾದಲ್ಲಿ ಸರಿಯಾಗಿ ನೀರು ಬರೊಲ್ಲ, ಚರಂಡಿ, ಇಲ್ಲ, ರಸ್ತೆ ಇಲ್ಲ, ರಾತ್ರಿ ವೇಳೆ ಸರಿಯಾಗಿ ಬೀದಿ ದೀಪಗಳ ಸೌಲಭ್ಯವಿಲ್ಲ. ಇಷ್ಟೆಲ್ಲಾ ಇಲ್ಲ ಇಲ್ಲಗಳ ನಡುವೆ ಇಲ್ಲಿಯ ಪಟ್ಟಣ ಪಂಚಾಯಿತಿಗೆ ಸಕಾಲದಲ್ಲಿ ಕಂದಾಯ ಕಟ್ಟುತ್ತಲೇ ಇದ್ದೇವೆ, ಆದರೂ ಸಹ ನಮಗೆ ಸರಿಯಾಗಿ ಮೂಲಭೂತ ಸಮಸ್ಯೆ ಪರಿಹರಿಸುವಲ್ಲಿ ಪಟ್ಟಣ ಪಂಚಾಯಿತಿ ವಿಫಲವಾಗಿದೆ ಎಂದು ಪಟ್ಟಣದ 8 ನೇ ವಾರ್ಡ್‌ನ ನಿವಾಸಿಗಳು ದೂರಿದರು. bbox=[615, 680, 822, 828]
paragraph: ಮಹಿಳಾ ಸಂಘಗಳಿಗೆ ಕನಕ ಬ್ಯಾಂಕ್ ಸಾಲ ಸೌಲಭ್ಯ ನೀಡಲಾಗಿದೆ ಎಂದು ತಿಳಿಸಿದರು. ಕನಕ ಬ್ಯಾಂಕ್ ವ್ಯವಸ್ಥಾಪಕ ಕಾರ್ಯದರ್ಶಿ ಹಾಗೂ ಮಾಜಿ ಗ್ರಾಮ ಪಂಚಾಯಿತಿ ಸದಸ್ಯ, ನಿರ್ದೇಶಕರಾದ ನರಸಿಂಹಯ್ಯ, ಆಂಜನೇಯ, ಚಂದ್ರಶೇಖರ್, ಅಶೋಕ್, ಪ್ರಧಾನ ವ್ಯವಸ್ಥಾಪಕ ಲಕ್ಷ್ಮಣ, ಬ್ಯಾಂಕ್ ಸಿಬ್ಬಂದಿ ಗೋವಿಂದಪ್ಪ, ಎಂ.ಎನ್.ನಾಗರಾಜು ಸೇರಿದಂತೆ ಹಲವರು ಹಾಜರಿದ್ದರು. bbox=[1255, 1529, 1473, 1658]
dateline: 23 ಬುಧವಾರ | ಜುಲೈ 2025 bbox=[686, 107, 839, 125]
article-column bbox=[784, 1276, 1020, 1701]
muddy-road-photo bbox=[838, 684, 1210, 877]
